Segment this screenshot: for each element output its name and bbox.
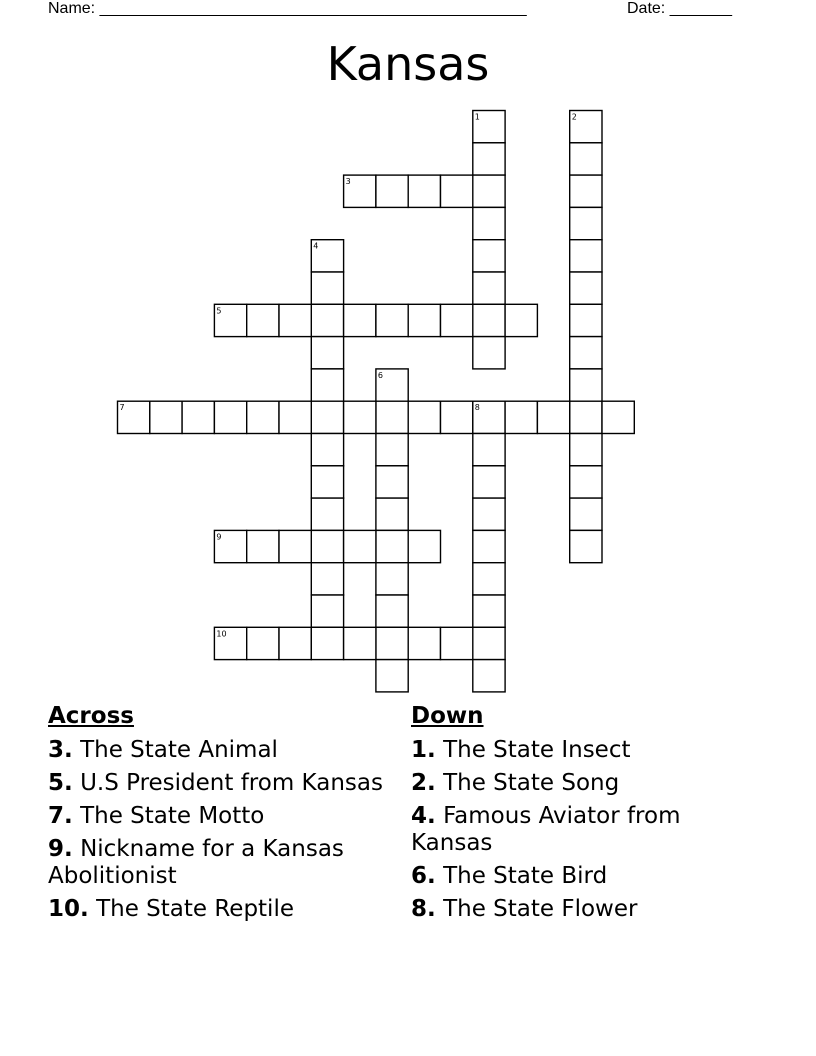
grid-cell[interactable] [311,434,343,466]
grid-cell[interactable] [344,304,376,336]
grid-cell[interactable] [473,466,505,498]
grid-cell[interactable] [570,304,602,336]
down-heading: Down [411,703,484,729]
clue-number: 1. [411,737,436,763]
grid-cell[interactable] [537,401,569,433]
cell-number: 7 [119,403,125,413]
clue-text: The State Bird [443,863,608,889]
grid-cell[interactable] [376,595,408,627]
grid-cell[interactable] [570,337,602,369]
grid-cell[interactable] [473,401,505,433]
grid-cell[interactable] [376,498,408,530]
grid-cell[interactable] [311,498,343,530]
grid-cell[interactable] [214,401,246,433]
clue-text: The State Reptile [96,896,294,922]
grid-cell[interactable] [376,401,408,433]
grid-cell[interactable] [150,401,182,433]
across-clue [48,737,388,764]
grid-cell[interactable] [408,401,440,433]
grid-cell[interactable] [473,240,505,272]
clue-text: The State Motto [80,803,265,829]
clue-text: The State Insect [443,737,631,763]
grid-cell[interactable] [570,498,602,530]
grid-cell[interactable] [570,240,602,272]
grid-cell[interactable] [311,530,343,562]
grid-cell[interactable] [473,434,505,466]
down-clue [411,770,731,797]
grid-cell[interactable] [311,240,343,272]
grid-cell[interactable] [311,272,343,304]
grid-cell[interactable] [473,627,505,659]
grid-cell[interactable] [473,111,505,143]
clue-text: Famous Aviator from Kansas [411,803,681,856]
cell-number: 2 [571,112,577,122]
across-clue [48,803,388,830]
grid-cell[interactable] [214,627,246,659]
grid-cell[interactable] [473,272,505,304]
name-field-line: Name: ________________________________________________ [48,0,527,17]
grid-cell[interactable] [570,272,602,304]
grid-cell[interactable] [311,337,343,369]
down-clue [411,803,731,857]
grid-cell[interactable] [376,434,408,466]
grid-cell[interactable] [570,434,602,466]
grid-cell[interactable] [247,530,279,562]
clue-number: 4. [411,803,436,829]
date-field-line: Date: _______ [627,0,732,17]
clue-text: The State Song [443,770,620,796]
grid-cell[interactable] [376,175,408,207]
cell-number: 10 [216,629,227,639]
grid-cell[interactable] [311,369,343,401]
down-clue [411,896,731,923]
grid-cell[interactable] [473,143,505,175]
grid-cell[interactable] [473,175,505,207]
grid-cell[interactable] [376,627,408,659]
grid-cell[interactable] [344,627,376,659]
clue-number: 8. [411,896,436,922]
grid-cell[interactable] [344,530,376,562]
grid-cell[interactable] [473,595,505,627]
grid-cell[interactable] [279,530,311,562]
grid-cell[interactable] [311,304,343,336]
grid-cell[interactable] [376,369,408,401]
grid-cell[interactable] [279,401,311,433]
cell-number: 9 [216,532,222,542]
clue-number: 2. [411,770,436,796]
grid-cell[interactable] [570,111,602,143]
grid-cell[interactable] [214,530,246,562]
puzzle-title: Kansas [326,37,490,91]
clue-number: 10. [48,896,89,922]
down-clues [411,703,731,929]
grid-cell[interactable] [118,401,150,433]
grid-cell[interactable] [408,175,440,207]
grid-cell[interactable] [344,401,376,433]
grid-cell[interactable] [473,337,505,369]
across-clue [48,836,388,890]
grid-cell[interactable] [247,627,279,659]
cell-number: 4 [313,241,319,251]
grid-cell[interactable] [408,304,440,336]
grid-cell[interactable] [441,175,473,207]
clue-text: The State Animal [80,737,278,763]
across-heading: Across [48,703,134,729]
grid-cell[interactable] [473,498,505,530]
clue-text: Nickname for a Kansas Abolitionist [48,836,344,889]
grid-cell[interactable] [473,207,505,239]
grid-cell[interactable] [441,401,473,433]
grid-cell[interactable] [408,530,440,562]
grid-cell[interactable] [441,627,473,659]
clue-number: 7. [48,803,73,829]
grid-cell[interactable] [570,207,602,239]
grid-cell[interactable] [408,627,440,659]
grid-cell[interactable] [311,401,343,433]
grid-cell[interactable] [473,304,505,336]
grid-cell[interactable] [279,627,311,659]
clue-number: 5. [48,770,73,796]
grid-cell[interactable] [570,143,602,175]
clue-text: U.S President from Kansas [80,770,383,796]
grid-cell[interactable] [182,401,214,433]
cell-number: 3 [345,177,351,187]
clue-number: 9. [48,836,73,862]
grid-cell[interactable] [344,175,376,207]
cell-number: 1 [474,112,480,122]
grid-cell[interactable] [441,304,473,336]
grid-cell[interactable] [570,401,602,433]
grid-cell[interactable] [214,304,246,336]
clue-number: 3. [48,737,73,763]
grid-cell[interactable] [279,304,311,336]
grid-cell[interactable] [376,466,408,498]
cell-number: 6 [377,370,383,380]
grid-cell[interactable] [376,530,408,562]
down-clue [411,737,731,764]
across-clues [48,703,388,929]
grid-cell[interactable] [570,369,602,401]
grid-cell[interactable] [311,466,343,498]
grid-cell[interactable] [602,401,634,433]
grid-cell[interactable] [505,304,537,336]
grid-cell[interactable] [247,304,279,336]
grid-cell[interactable] [247,401,279,433]
grid-cell[interactable] [311,627,343,659]
grid-cell[interactable] [376,563,408,595]
grid-cell[interactable] [570,530,602,562]
grid-cell[interactable] [473,530,505,562]
clue-number: 6. [411,863,436,889]
grid-cell[interactable] [376,304,408,336]
grid-cell[interactable] [376,660,408,692]
cell-number: 5 [216,306,222,316]
grid-cell[interactable] [570,175,602,207]
across-clue [48,896,388,923]
grid-cell[interactable] [311,563,343,595]
grid-cell[interactable] [505,401,537,433]
grid-cell[interactable] [473,563,505,595]
across-clue [48,770,388,797]
cell-number: 8 [474,403,480,413]
grid-cell[interactable] [473,660,505,692]
grid-cell[interactable] [570,466,602,498]
down-clue [411,863,731,890]
clue-text: The State Flower [443,896,638,922]
grid-cell[interactable] [311,595,343,627]
